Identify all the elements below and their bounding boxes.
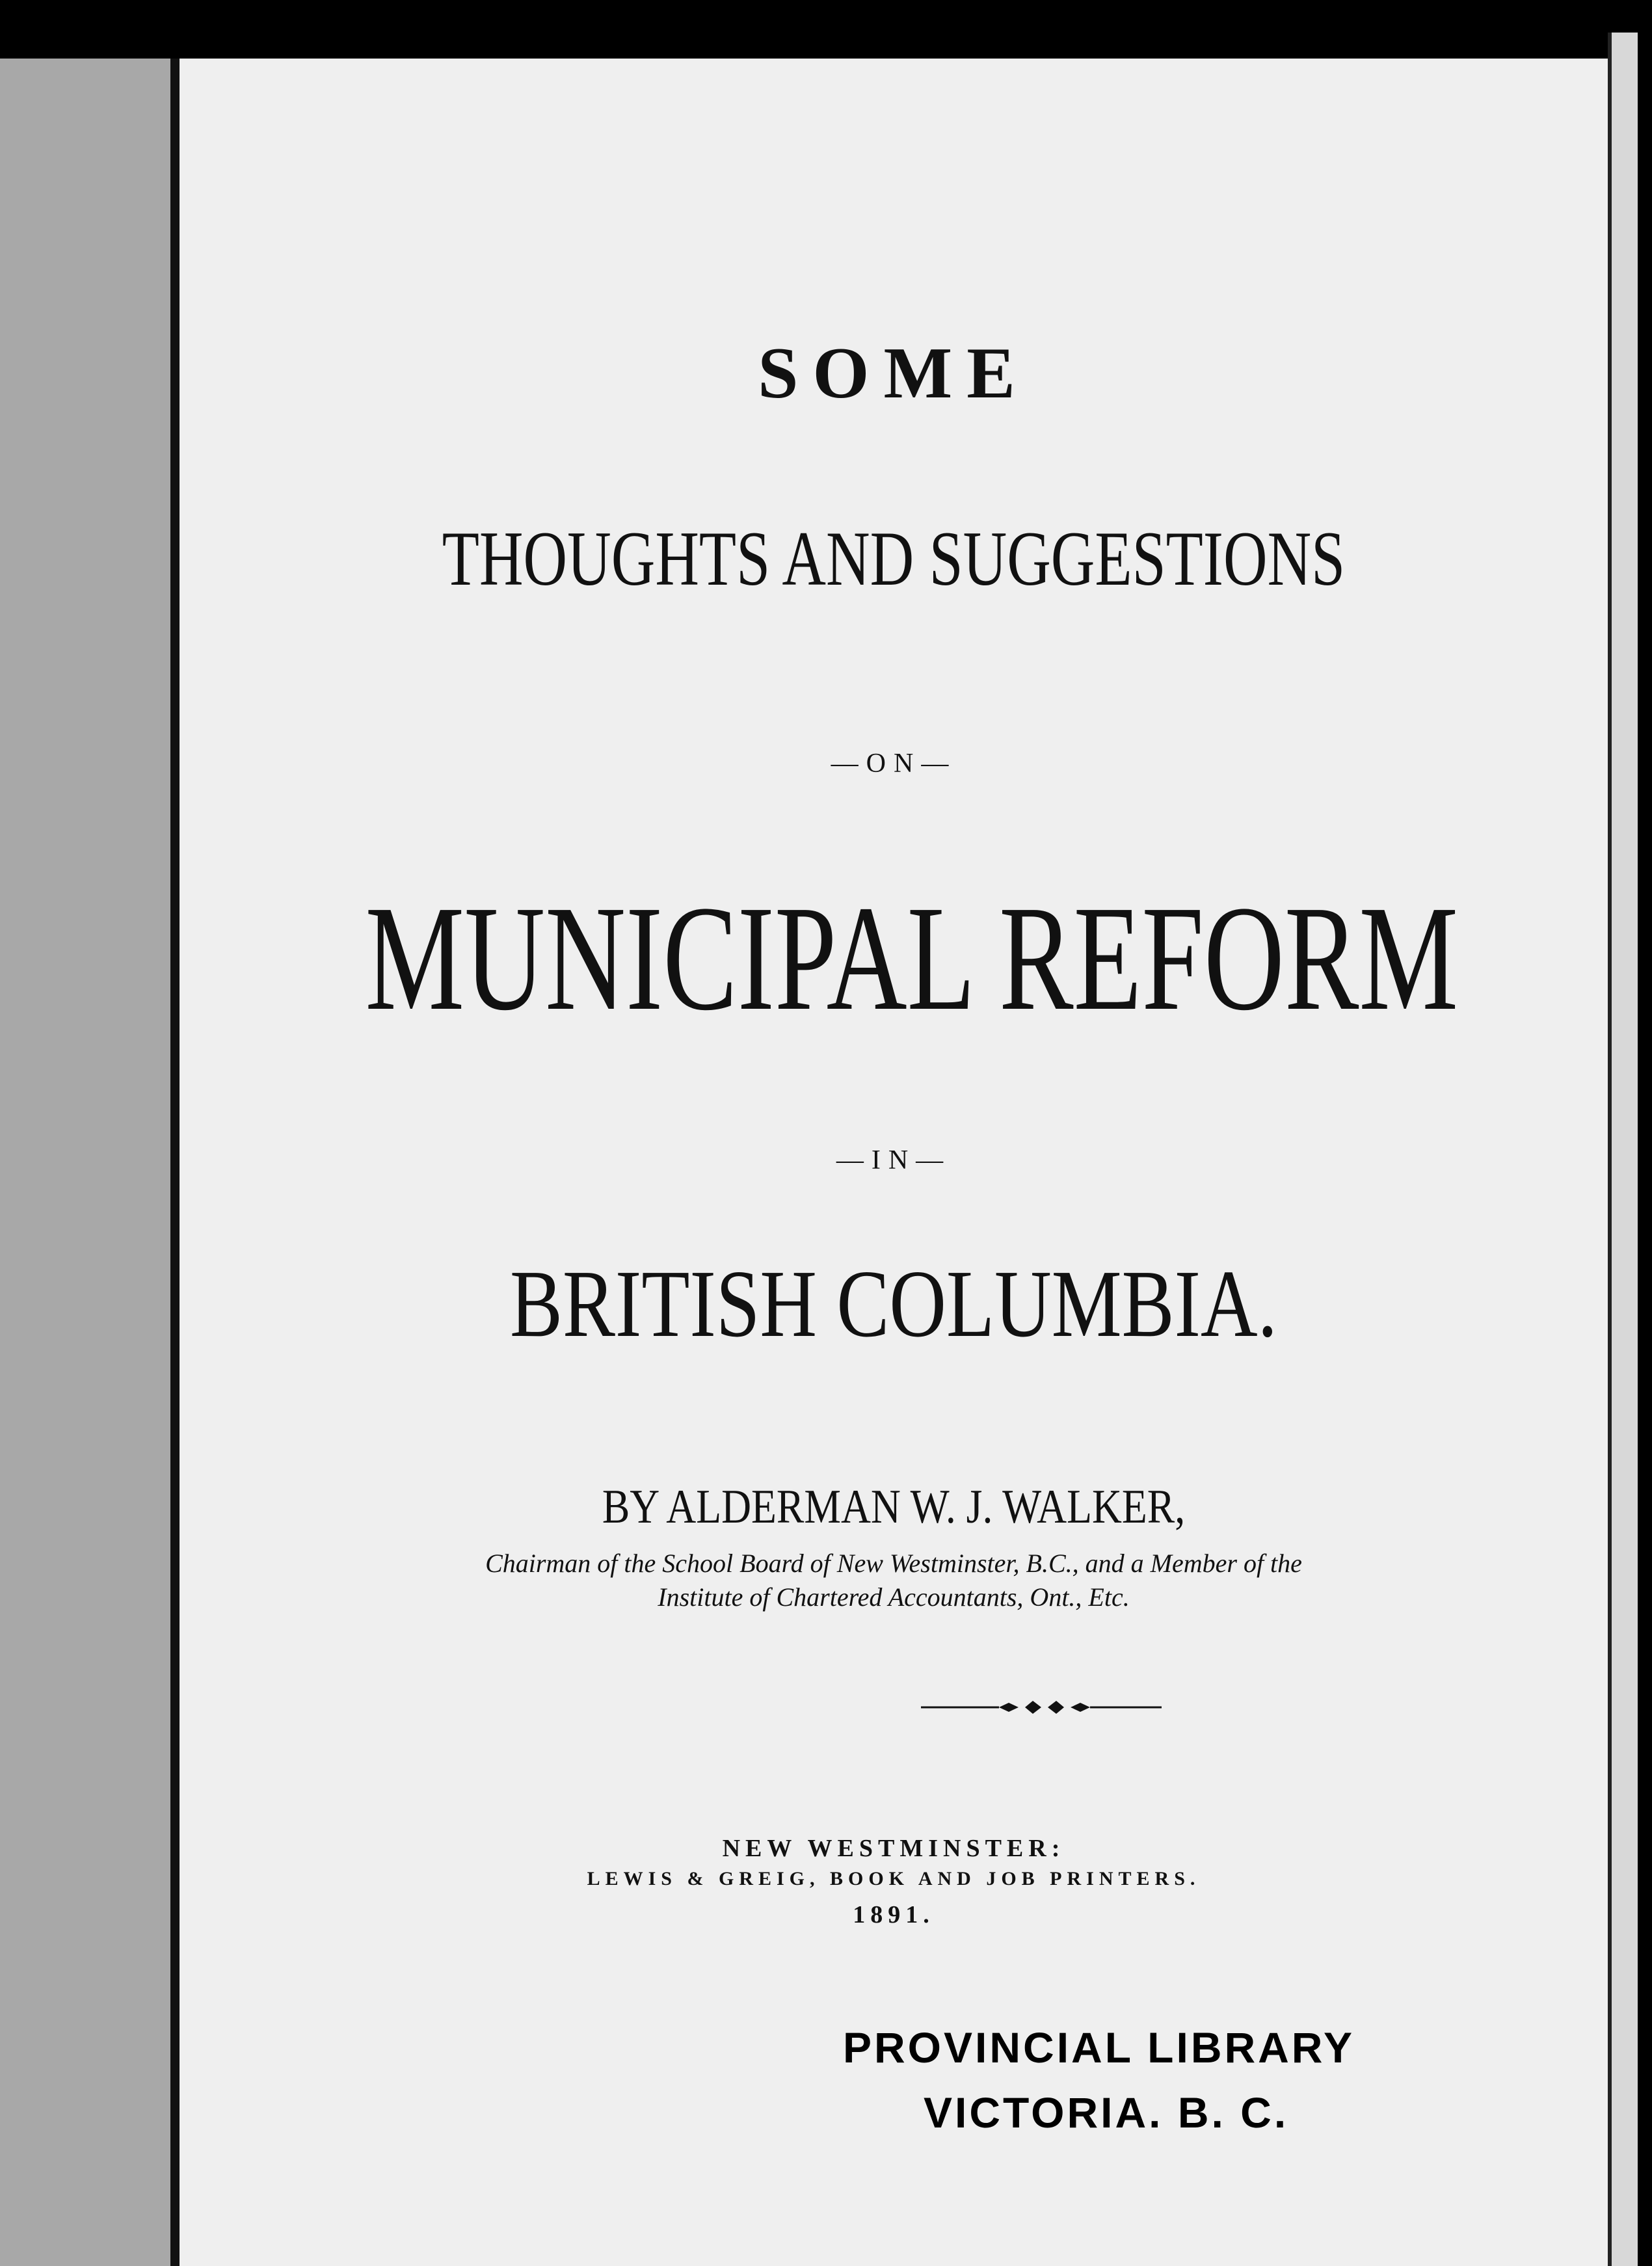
title-connector-on: —ON— [831, 749, 957, 779]
spine-edge [170, 59, 180, 2266]
title-page [180, 59, 1608, 2266]
title-thoughts-line: THOUGHTS AND SUGGESTIONS [442, 515, 1346, 602]
library-stamp-line-2: VICTORIA. B. C. [924, 2088, 1289, 2137]
ornament-divider [921, 1698, 1162, 1717]
imprint-year: 1891. [853, 1901, 935, 1928]
imprint-printer: LEWIS & GREIG, BOOK AND JOB PRINTERS. [587, 1868, 1201, 1889]
library-stamp-line-1: PROVINCIAL LIBRARY [843, 2023, 1355, 2072]
main-title: MUNICIPAL REFORM [365, 875, 1459, 1042]
author-byline: BY ALDERMAN W. J. WALKER, [602, 1480, 1186, 1534]
page-edge [1608, 33, 1638, 2266]
title-place: BRITISH COLUMBIA. [510, 1251, 1277, 1357]
imprint-place: NEW WESTMINSTER: [722, 1835, 1065, 1862]
author-affiliation-line-1: Chairman of the School Board of New Westminster, B.C., and a Member of the [485, 1549, 1302, 1578]
author-affiliation-line-2: Institute of Chartered Accountants, Ont., Etc. [658, 1582, 1130, 1612]
title-word-some: SOME [758, 333, 1030, 414]
cover-board [0, 59, 170, 2266]
title-connector-in: —IN— [836, 1145, 952, 1175]
